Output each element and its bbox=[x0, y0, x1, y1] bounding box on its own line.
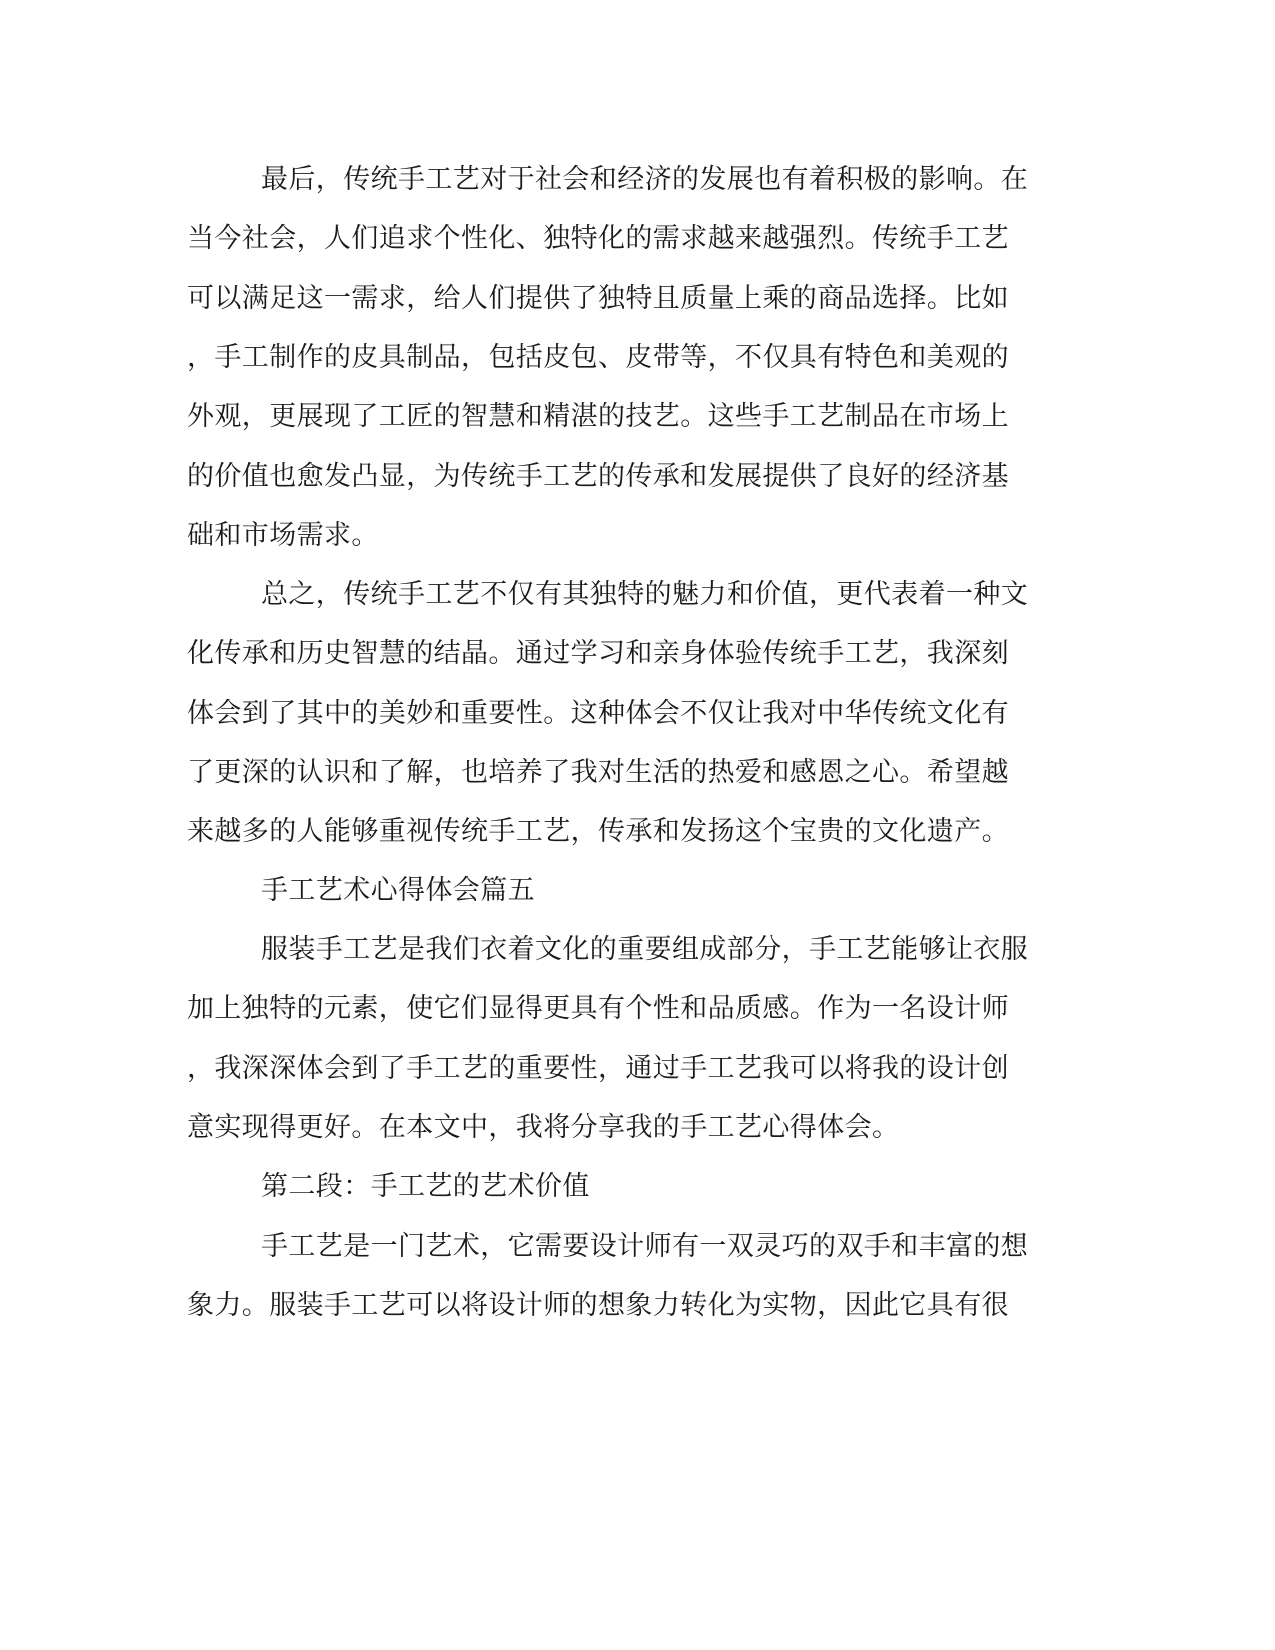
paragraph-line: 来越多的人能够重视传统手工艺，传承和发扬这个宝贵的文化遗产。 bbox=[187, 816, 1009, 847]
paragraph-line: 体会到了其中的美妙和重要性。这种体会不仅让我对中华传统文化有 bbox=[187, 698, 1009, 729]
paragraph-line: 可以满足这一需求，给人们提供了独特且质量上乘的商品选择。比如 bbox=[187, 283, 1009, 314]
paragraph-line: 了更深的认识和了解，也培养了我对生活的热爱和感恩之心。希望越 bbox=[187, 757, 1009, 788]
paragraph-line: 的价值也愈发凸显，为传统手工艺的传承和发展提供了良好的经济基 bbox=[187, 461, 1009, 492]
paragraph-line: 当今社会，人们追求个性化、独特化的需求越来越强烈。传统手工艺 bbox=[187, 223, 1009, 254]
paragraph-line: 意实现得更好。在本文中，我将分享我的手工艺心得体会。 bbox=[187, 1112, 900, 1143]
paragraph-line: ，手工制作的皮具制品，包括皮包、皮带等，不仅具有特色和美观的 bbox=[187, 342, 1009, 373]
paragraph-line: 外观，更展现了工匠的智慧和精湛的技艺。这些手工艺制品在市场上 bbox=[187, 401, 1009, 432]
paragraph-line: 加上独特的元素，使它们显得更具有个性和品质感。作为一名设计师 bbox=[187, 993, 1009, 1024]
paragraph-line: 最后，传统手工艺对于社会和经济的发展也有着积极的影响。在 bbox=[261, 164, 1029, 195]
paragraph-line: 服装手工艺是我们衣着文化的重要组成部分，手工艺能够让衣服 bbox=[261, 934, 1029, 965]
paragraph-line: 象力。服装手工艺可以将设计师的想象力转化为实物，因此它具有很 bbox=[187, 1290, 1009, 1321]
paragraph-line: 总之，传统手工艺不仅有其独特的魅力和价值，更代表着一种文 bbox=[261, 579, 1029, 610]
paragraph-line: 手工艺是一门艺术，它需要设计师有一双灵巧的双手和丰富的想 bbox=[261, 1231, 1029, 1262]
subsection-heading: 第二段：手工艺的艺术价值 bbox=[261, 1171, 590, 1202]
paragraph-line: 化传承和历史智慧的结晶。通过学习和亲身体验传统手工艺，我深刻 bbox=[187, 638, 1009, 669]
section-heading: 手工艺术心得体会篇五 bbox=[261, 875, 535, 906]
paragraph-line: 础和市场需求。 bbox=[187, 520, 379, 551]
paragraph-line: ，我深深体会到了手工艺的重要性，通过手工艺我可以将我的设计创 bbox=[187, 1053, 1009, 1084]
